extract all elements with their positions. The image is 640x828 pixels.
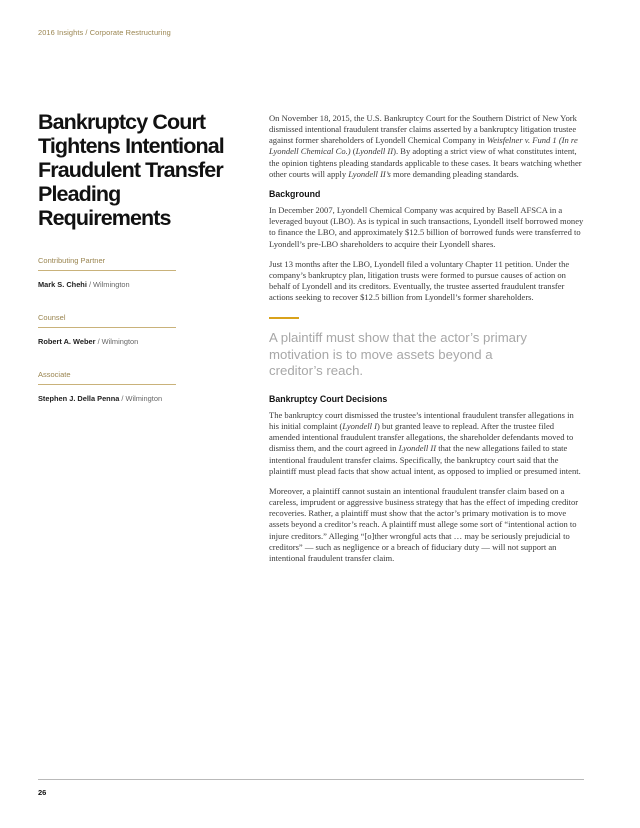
section-heading-background: Background: [269, 188, 321, 199]
contributors-list: [38, 256, 176, 427]
contributor-location: / Wilmington: [88, 280, 130, 289]
case-short-name: Lyondell II: [355, 146, 394, 157]
case-name: Weisfelner v. Fund 1 (In re Lyondell Chemical Co.): [269, 135, 578, 157]
background-paragraph: Just 13 months after the LBO, Lyondell filed a voluntary Chapter 11 petition. Under the company’s bankruptcy plan, litigation trusts were formed to pursue causes of action on behalf of Lyondell and its creditors. Eventually, the trustee asserted fraudulent transfer actions seeking to recover $12.5 billion from Lyondell’s former shareholders.: [269, 258, 570, 303]
contributor-role: Counsel: [38, 313, 176, 328]
article-body: [269, 113, 585, 573]
contributor-name: Mark S. Chehi: [38, 280, 87, 289]
contributor-location: / Wilmington: [121, 394, 163, 403]
section-heading-decisions: Bankruptcy Court Decisions: [269, 393, 388, 404]
page-number: 26: [38, 788, 47, 797]
article-title: Bankruptcy Court Tightens Intentional Fraudulent Transfer Pleading Requirements: [38, 110, 224, 230]
case-short-name: Lyondell II’s: [348, 168, 391, 179]
contributor: [38, 370, 176, 403]
contributor-role: Contributing Partner: [38, 256, 176, 271]
contributor-name: Stephen J. Della Penna: [38, 394, 120, 403]
decisions-paragraph: The bankruptcy court dismissed the trustee’s intentional fraudulent transfer allegations in his initial complaint (Lyondell I) but granted leave to replead. After the trustee filed amended intentional fraudulent transfer allegations, the shareholder defendants moved to dismiss them, and the court agreed in Lyondell II that the new allegations failed to state intentional fraudulent transfer claims. Specifically, the bankruptcy court said that the plaintiff must plead facts that show actual intent, as opposed to implied or presumed intent.: [269, 410, 581, 476]
decisions-paragraph: Moreover, a plaintiff cannot sustain an intentional fraudulent transfer claim based on a careless, imprudent or aggressive business strategy that has the effect of impeding creditor recoveries. Rather, a plaintiff must show that the actor’s primary motivation is to move assets beyond a creditor’s reach. A plaintiff must allege some sort of “intentional action to injure creditors.” Alleging “[o]ther wrongful acts that … may be seriously prejudicial to creditors” — such as negligence or a breach of fiduciary duty — will not support an intentional fraudulent transfer claim.: [269, 485, 579, 563]
contributor-name: Robert A. Weber: [38, 337, 96, 346]
background-paragraph: In December 2007, Lyondell Chemical Company was acquired by Basell AFSCA in a leveraged buyout (LBO). As is typical in such transactions, Lyondell itself borrowed money to finance the LBO, and approximately $12.5 billion of borrowed funds were transferred to Lyondell’s pre-LBO shareholders to acquire their Lyondell shares.: [269, 205, 584, 249]
contributor-role: Associate: [38, 370, 176, 385]
footer-divider: [38, 779, 584, 780]
contributor-location: / Wilmington: [97, 337, 139, 346]
breadcrumb: 2016 Insights / Corporate Restructuring: [38, 28, 171, 37]
contributor: [38, 256, 176, 289]
intro-paragraph: On November 18, 2015, the U.S. Bankruptcy Court for the Southern District of New York dismissed intentional fraudulent transfer claims asserted by a bankruptcy litigation trustee against former shareholders of Lyondell Chemical Company in Weisfelner v. Fund 1 (In re Lyondell Chemical Co.) (Lyondell II). By adopting a strict view of what constitutes intent, the opinion tightens pleading standards applicable to these cases. It bears watching whether other courts will apply Lyondell II’s more demanding pleading standards.: [269, 113, 582, 179]
contributor: [38, 313, 176, 346]
pull-quote: A plaintiff must show that the actor’s primary motivation is to move assets beyond a creditor’s reach.: [269, 330, 528, 379]
pull-quote-rule: [269, 317, 299, 319]
